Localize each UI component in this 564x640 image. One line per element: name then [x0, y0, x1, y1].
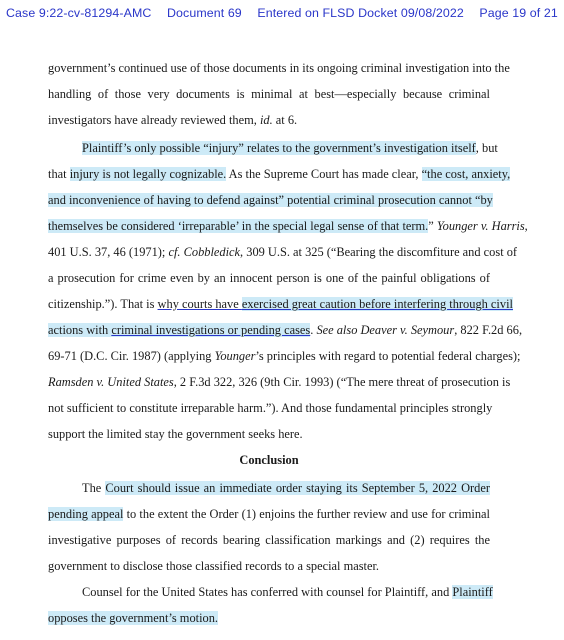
- text-line: [48, 296, 513, 312]
- header-page-number: Page 19 of 21: [479, 6, 558, 20]
- text-run: that: [48, 167, 70, 181]
- text-line: [48, 112, 490, 128]
- text-run: Conclusion: [239, 453, 299, 467]
- highlighted-text: “the cost, anxiety,: [421, 167, 511, 181]
- text-line: [48, 60, 510, 76]
- text-run: , 2 F.3d 322, 326 (9th Cir. 1993) (“The mere threat of prosecution is: [173, 375, 511, 389]
- citation-text: Ramsden v. United States: [48, 375, 174, 389]
- text-run: As the Supreme Court has made clear,: [226, 167, 422, 181]
- highlighted-text: injury is not legally cognizable.: [69, 167, 227, 181]
- text-line: [48, 86, 490, 102]
- text-run: ’s principles with regard to potential federal charges);: [255, 349, 521, 363]
- text-line: [48, 218, 528, 234]
- text-line: [48, 584, 493, 600]
- section-heading: [48, 452, 490, 468]
- citation-text: Younger: [214, 349, 256, 363]
- text-run: ”: [428, 219, 437, 233]
- citation-text: cf. Cobbledick: [168, 245, 241, 259]
- text-line: [48, 558, 490, 574]
- docket-header: [0, 6, 558, 20]
- highlighted-text: Plaintiff’s only possible “injury” relates to the government’s investigation itself: [82, 141, 476, 155]
- text-run: , but: [475, 141, 498, 155]
- text-line: [48, 140, 498, 156]
- header-document-number: Document 69: [167, 6, 242, 20]
- highlighted-text: opposes the government’s motion.: [48, 611, 219, 625]
- text-run: support the limited stay the government seeks here.: [48, 427, 303, 441]
- text-line: [48, 610, 490, 626]
- highlighted-text: Plaintiff: [452, 585, 493, 599]
- highlighted-text: pending appeal: [48, 507, 124, 521]
- text-line: [48, 374, 511, 390]
- highlighted-text: actions with: [48, 323, 112, 337]
- header-docket-entry: Entered on FLSD Docket 09/08/2022: [257, 6, 464, 20]
- text-run: to the extent the Order (1) enjoins the further review and use for criminal: [123, 507, 490, 521]
- text-run: a prosecution for crime even by an innocent person is one of the painful obligations of: [48, 271, 490, 285]
- highlighted-text: exercised great caution before interfering through civil: [241, 297, 513, 311]
- text-line: [48, 244, 518, 260]
- text-run: citizenship.”). That is: [48, 297, 158, 311]
- text-run: Counsel for the United States has conferred with counsel for Plaintiff, and: [82, 585, 453, 599]
- text-line: [48, 192, 493, 208]
- text-line: [48, 506, 490, 522]
- text-run: .: [310, 323, 317, 337]
- text-run: investigative purposes of records bearing classification markings and (2) requires the: [48, 533, 490, 547]
- text-run: , 309 U.S. at 325 (“Bearing the discomfiture and cost of: [240, 245, 518, 259]
- text-run: ,: [524, 219, 528, 233]
- citation-text: id.: [259, 113, 273, 127]
- text-run: at 6.: [272, 113, 298, 127]
- text-line: [48, 348, 521, 364]
- citation-text: See also Deaver v. Seymour: [316, 323, 455, 337]
- text-run: handling of those very documents is minimal at best—especially because criminal: [48, 87, 490, 101]
- text-run: not sufficient to constitute irreparable harm.”). And those fundamental principles strongly: [48, 401, 493, 415]
- citation-text: Younger v. Harris: [436, 219, 525, 233]
- text-run: government’s continued use of those documents in its ongoing criminal investigation into the: [48, 61, 510, 75]
- text-line: [48, 480, 490, 496]
- highlighted-text: criminal investigations or pending cases: [111, 323, 311, 337]
- header-case-number: Case 9:22-cv-81294-AMC: [6, 6, 152, 20]
- text-line: [48, 400, 493, 416]
- highlighted-text: Court should issue an immediate order staying its September 5, 2022 Order: [105, 481, 490, 495]
- text-run: 401 U.S. 37, 46 (1971);: [48, 245, 169, 259]
- text-run: The: [82, 481, 106, 495]
- text-line: [48, 322, 523, 338]
- text-line: [48, 532, 490, 548]
- highlighted-text: and inconvenience of having to defend against” potential criminal prosecution cannot “by: [48, 193, 493, 207]
- highlighted-text: themselves be considered ‘irreparable’ in the special legal sense of that term.: [48, 219, 429, 233]
- text-run: government to disclose those classified records to a special master.: [48, 559, 380, 573]
- text-run: 69-71 (D.C. Cir. 1987) (applying: [48, 349, 215, 363]
- text-run: , 822 F.2d 66,: [454, 323, 523, 337]
- text-run: why courts have: [157, 297, 242, 311]
- text-line: [48, 270, 490, 286]
- text-run: investigators have already reviewed them,: [48, 113, 260, 127]
- text-line: [48, 426, 490, 442]
- text-line: [48, 166, 511, 182]
